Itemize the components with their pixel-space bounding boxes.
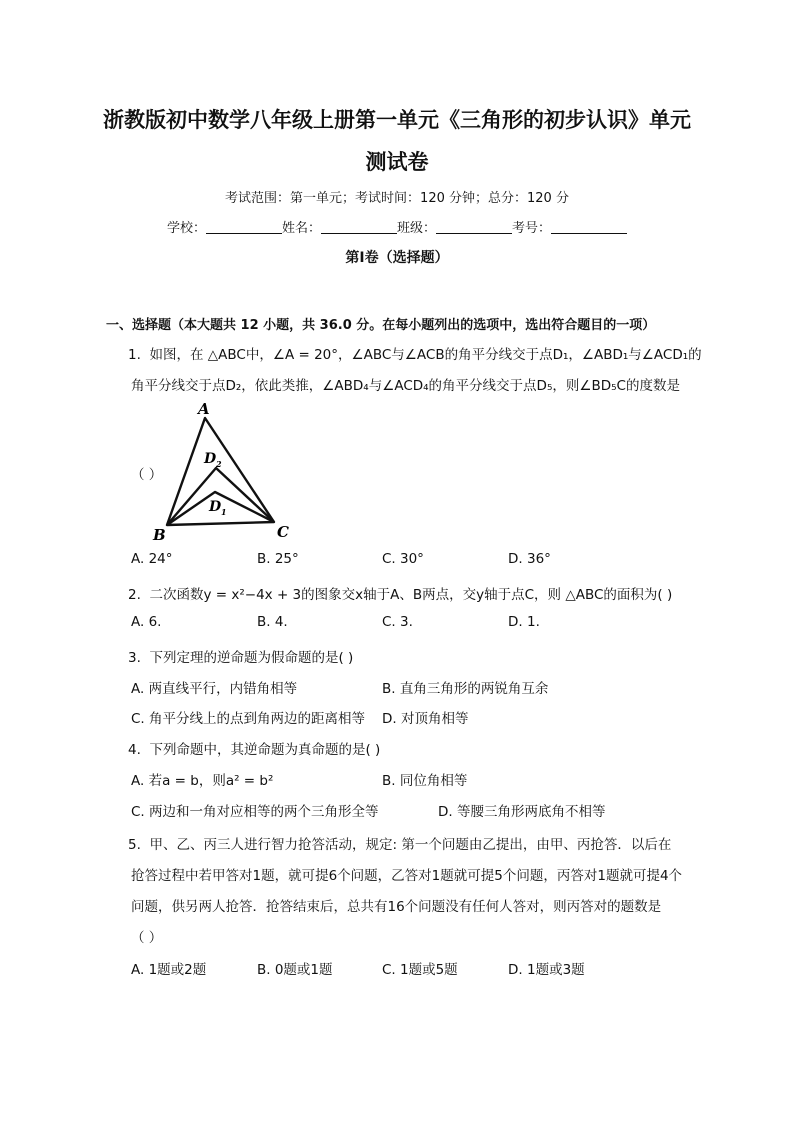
- question-2-number: 2.: [128, 587, 141, 603]
- vertex-label-a: A: [198, 400, 210, 418]
- q2-option-b[interactable]: B. 4.: [257, 614, 288, 630]
- question-5-line2: 抢答过程中若甲答对1题，就可提6个问题，乙答对1题就可提5个问题，丙答对1题就可提4个: [131, 868, 683, 884]
- q5-option-b[interactable]: B. 0题或1题: [257, 962, 333, 978]
- q4-option-b[interactable]: B. 同位角相等: [382, 773, 468, 789]
- class-field[interactable]: [436, 221, 512, 234]
- name-field[interactable]: [321, 221, 397, 234]
- class-label: 班级：: [397, 221, 437, 236]
- triangle-figure: [148, 398, 298, 544]
- question-1-text-1: 如图，在 △ABC中，∠A = 20°，∠ABC与∠ACB的角平分线交于点D₁，∠ABD₁与∠ACD₁的: [149, 347, 702, 363]
- number-label: 考号：: [512, 221, 552, 236]
- question-5-line3: 问题，供另两人抢答．抢答结束后，总共有16个问题没有任何人答对，则丙答对的题数是: [131, 899, 662, 915]
- point-label-d1: D: [209, 499, 222, 515]
- question-4-text-1: 下列命题中，其逆命题为真命题的是( ): [149, 742, 381, 758]
- name-label: 姓名：: [281, 221, 321, 236]
- question-1-number: 1.: [128, 347, 141, 363]
- question-1-line2: 角平分线交于点D₂，依此类推，∠ABD₄与∠ACD₄的角平分线交于点D₅，则∠BD₅C的度数是: [131, 378, 680, 394]
- document-title-line1: 浙教版初中数学八年级上册第一单元《三角形的初步认识》单元: [103, 107, 691, 132]
- question-3-line1: [128, 646, 353, 666]
- q5-option-d[interactable]: D. 1题或3题: [508, 962, 585, 978]
- question-5-paren: （ ）: [131, 930, 163, 946]
- question-3-number: 3.: [128, 650, 141, 666]
- q1-option-d[interactable]: D. 36°: [508, 551, 551, 567]
- question-4-line1: [128, 738, 380, 758]
- q1-option-c[interactable]: C. 30°: [382, 551, 424, 567]
- q1-option-b[interactable]: B. 25°: [257, 551, 299, 567]
- q3-option-c[interactable]: C. 角平分线上的点到角两边的距离相等: [131, 711, 366, 727]
- q2-option-d[interactable]: D. 1.: [508, 614, 540, 630]
- q5-option-c[interactable]: C. 1题或5题: [382, 962, 458, 978]
- q3-option-a[interactable]: A. 两直线平行，内错角相等: [131, 681, 298, 697]
- section-heading: 一、选择题（本大题共 12 小题，共 36.0 分。在每小题列出的选项中，选出符合题目的一项）: [106, 318, 656, 333]
- student-info-row: [0, 217, 794, 236]
- point-label-d1-sub: 1: [221, 507, 227, 517]
- school-field[interactable]: [206, 221, 282, 234]
- number-field[interactable]: [551, 221, 627, 234]
- question-5-line1: [128, 833, 671, 853]
- q1-option-a[interactable]: A. 24°: [131, 551, 173, 567]
- q3-option-d[interactable]: D. 对顶角相等: [382, 711, 469, 727]
- point-label-d2: D: [204, 451, 217, 467]
- question-4-number: 4.: [128, 742, 141, 758]
- q4-option-a[interactable]: A. 若a = b，则a² = b²: [131, 773, 274, 789]
- q3-option-b[interactable]: B. 直角三角形的两锐角互余: [382, 681, 549, 697]
- question-2-line1: [128, 583, 672, 603]
- question-5-text-1: 甲、乙、丙三人进行智力抢答活动，规定: 第一个问题由乙提出，由甲、丙抢答．以后在: [149, 837, 672, 853]
- volume-heading: 第Ⅰ卷（选择题）: [345, 250, 449, 266]
- q2-option-a[interactable]: A. 6.: [131, 614, 162, 630]
- q2-option-c[interactable]: C. 3.: [382, 614, 413, 630]
- vertex-label-b: B: [153, 526, 166, 544]
- question-3-text-1: 下列定理的逆命题为假命题的是( ): [149, 650, 354, 666]
- school-label: 学校：: [166, 221, 206, 236]
- q4-option-c[interactable]: C. 两边和一角对应相等的两个三角形全等: [131, 804, 379, 820]
- document-title-line2: 测试卷: [365, 149, 429, 174]
- q4-option-d[interactable]: D. 等腰三角形两底角不相等: [438, 804, 606, 820]
- point-label-d2-sub: 2: [216, 459, 222, 469]
- q5-option-a[interactable]: A. 1题或2题: [131, 962, 207, 978]
- question-2-text-1: 二次函数y = x²−4x + 3的图象交x轴于A、B两点，交y轴于点C，则 △ABC的面积为( ): [149, 587, 673, 603]
- question-5-number: 5.: [128, 837, 141, 853]
- question-1-line1: [128, 343, 702, 363]
- exam-info: 考试范围：第一单元；考试时间：120 分钟；总分：120 分: [225, 191, 569, 206]
- vertex-label-c: C: [277, 523, 289, 541]
- question-1-paren: （ ）: [131, 467, 163, 483]
